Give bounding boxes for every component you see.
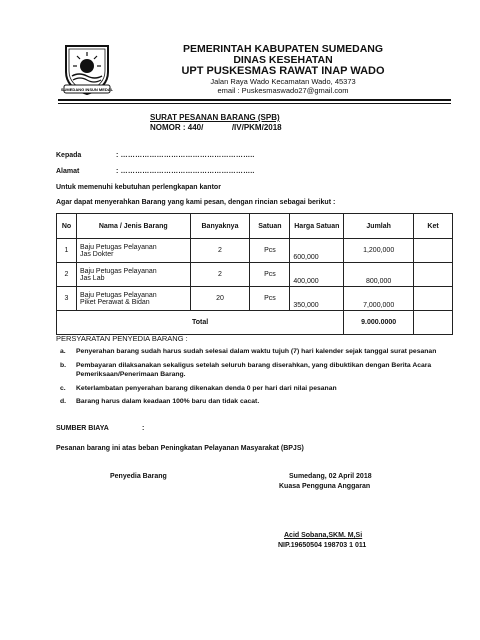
list-text: Keterlambatan penyerahan barang dikenakan denda 0 per hari dari nilai pesanan [76, 384, 337, 392]
intro-line-2: Agar dapat menyerahkan Barang yang kami pesan, dengan rincian sebagai berikut : [56, 199, 336, 206]
header-unit: Satuan [250, 214, 290, 239]
letterhead-divider-thick [58, 99, 451, 101]
header-no: No [57, 214, 77, 239]
logo-motto: SUMEDANG INSUN MEDAL [60, 87, 114, 92]
funding-text: Pesanan barang ini atas beban Peningkatan Pelayanan Masyarakat (BPJS) [56, 445, 304, 452]
table-row [57, 239, 453, 263]
funding-colon: : [142, 425, 145, 432]
letterhead-address: Jalan Raya Wado Kecamatan Wado, 45373 [210, 77, 356, 86]
order-table [56, 213, 453, 335]
list-marker: d. [60, 398, 67, 405]
row-name-line-2: Jas Dokter [79, 250, 114, 258]
row-no: 2 [57, 263, 77, 287]
alamat-label: Alamat [56, 168, 80, 175]
signatory-nip: NIP.19650504 198703 1 011 [278, 542, 367, 549]
funding-label: SUMBER BIAYA [56, 425, 109, 432]
row-no: 3 [57, 287, 77, 311]
row-name-line-2: Jas Lab [79, 274, 105, 282]
row-unit: Pcs [250, 239, 290, 263]
total-ket [414, 311, 453, 335]
list-text: Pembayaran dilaksanakan sekaligus setelah seluruh barang diserahkan, yang dibuktikan dengan Berita Acara Pemeriksaan/Penerimaan Barang. [76, 361, 432, 378]
row-ket [414, 239, 453, 263]
list-item [60, 384, 456, 394]
row-price: 350,000 [290, 287, 344, 311]
row-name-line-1: Baju Petugas Pelayanan [79, 267, 157, 275]
document-number-label: NOMOR : 440/ [150, 123, 204, 132]
letterhead-email: email : Puskesmaswado27@gmail.com [217, 86, 349, 95]
list-marker: b. [60, 361, 67, 369]
list-marker: c. [60, 384, 66, 392]
document-title: SURAT PESANAN BARANG (SPB) [150, 113, 280, 122]
list-marker: a. [60, 348, 66, 355]
row-price: 600,000 [290, 239, 344, 263]
requirements-list [56, 347, 456, 411]
row-total: 1,200,000 [344, 239, 414, 263]
total-label: Total [57, 311, 344, 335]
list-item [60, 347, 456, 357]
list-text: Penyerahan barang sudah harus sudah selesai dalam waktu tujuh (7) hari kalender sejak tanggal surat pesanan [76, 348, 437, 355]
row-unit: Pcs [250, 263, 290, 287]
row-ket [414, 287, 453, 311]
list-text: Barang harus dalam keadaan 100% baru dan tidak cacat. [76, 398, 260, 405]
letterhead-government: PEMERINTAH KABUPATEN SUMEDANG [182, 43, 384, 55]
list-item [60, 361, 456, 380]
alamat-value: : ……………………………………………….. [116, 168, 255, 175]
document-number-suffix: /IV/PKM/2018 [231, 123, 282, 132]
row-total: 800,000 [344, 263, 414, 287]
letterhead-agency: DINAS KESEHATAN [233, 54, 333, 66]
signature-date: Sumedang, 02 April 2018 [289, 473, 372, 480]
kepada-value: : ……………………………………………….. [116, 152, 255, 159]
row-name [76, 239, 190, 263]
regency-seal-logo [60, 42, 114, 96]
header-total: Jumlah [344, 214, 414, 239]
row-name-line-2: Piket Perawat & Bidan [79, 298, 150, 306]
row-price: 400,000 [290, 263, 344, 287]
list-item [60, 397, 456, 407]
letterhead [118, 44, 448, 95]
header-ket: Ket [414, 214, 453, 239]
letterhead-unit: UPT PUSKESMAS RAWAT INAP WADO [181, 65, 385, 77]
supplier-label: Penyedia Barang [110, 473, 167, 480]
table-row [57, 263, 453, 287]
row-qty: 2 [190, 263, 250, 287]
header-name: Nama / Jenis Barang [76, 214, 190, 239]
letterhead-divider-thin [58, 103, 451, 104]
row-ket [414, 263, 453, 287]
signatory-name: Acid Sobana,SKM. M,Si [284, 532, 363, 539]
row-qty: 2 [190, 239, 250, 263]
document-number [150, 123, 282, 133]
row-name-line-1: Baju Petugas Pelayanan [79, 243, 157, 251]
header-price: Harga Satuan [290, 214, 344, 239]
requirements-title: PERSYARATAN PENYEDIA BARANG : [56, 334, 188, 343]
row-unit: Pcs [250, 287, 290, 311]
table-total-row [57, 311, 453, 335]
row-name [76, 263, 190, 287]
row-name [76, 287, 190, 311]
table-row [57, 287, 453, 311]
row-qty: 20 [190, 287, 250, 311]
table-header-row [57, 214, 453, 239]
row-name-line-1: Baju Petugas Pelayanan [79, 291, 157, 299]
row-no: 1 [57, 239, 77, 263]
document-title-block [150, 113, 282, 133]
header-qty: Banyaknya [190, 214, 250, 239]
kepada-label: Kepada [56, 152, 82, 159]
total-value: 9.000.0000 [344, 311, 414, 335]
signature-authority: Kuasa Pengguna Anggaran [279, 483, 371, 490]
row-total: 7,000,000 [344, 287, 414, 311]
intro-line-1: Untuk memenuhi kebutuhan perlengkapan kantor [56, 184, 221, 191]
